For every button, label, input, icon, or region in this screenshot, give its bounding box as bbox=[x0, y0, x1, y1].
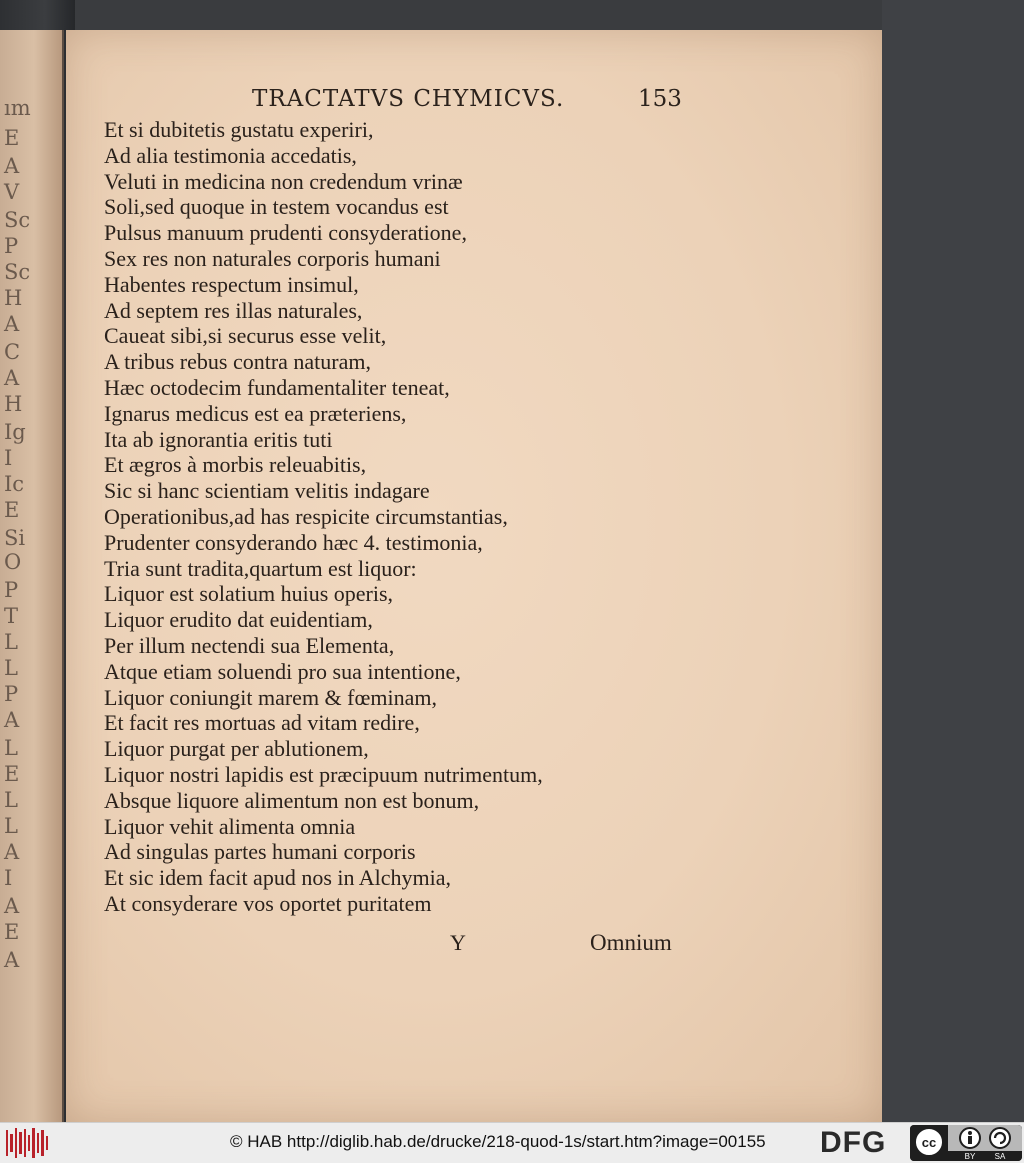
verse-line: Sic si hanc scientiam velitis indagare bbox=[104, 478, 430, 504]
page-number: 153 bbox=[638, 86, 682, 112]
book-page bbox=[66, 30, 882, 1122]
previous-page-fragment: E bbox=[4, 920, 20, 944]
barcode-logo bbox=[6, 1127, 48, 1159]
verse-line: Hæc octodecim fundamentaliter teneat, bbox=[104, 374, 450, 400]
previous-page-fragment: A bbox=[4, 366, 20, 390]
verse-line: Operationibus,ad has respicite circumstantias, bbox=[104, 503, 508, 529]
verse-line: Liquor purgat per ablutionem, bbox=[104, 736, 369, 762]
verse-line: Et sic idem facit apud nos in Alchymia, bbox=[104, 865, 452, 891]
verse-line: Pulsus manuum prudenti consyderatione, bbox=[104, 220, 467, 246]
verse-line: Per illum nectendi sua Elementa, bbox=[104, 632, 395, 658]
verse-line: Ad septem res illas naturales, bbox=[104, 297, 363, 323]
verse-line: Prudenter consyderando hæc 4. testimonia, bbox=[104, 529, 483, 555]
verse-line: Soli,sed quoque in testem vocandus est bbox=[104, 194, 449, 220]
previous-page-edge bbox=[0, 30, 64, 1122]
license-label-sa: SA bbox=[994, 1152, 1006, 1161]
previous-page-fragment: Sc bbox=[4, 260, 31, 284]
previous-page-fragment: Ig bbox=[4, 420, 26, 444]
verse-line: Liquor est solatium huius operis, bbox=[104, 581, 394, 607]
previous-page-fragment: L bbox=[4, 656, 18, 680]
verse-line: Ad singulas partes humani corporis bbox=[104, 839, 416, 865]
copyright-link[interactable]: © HAB http://diglib.hab.de/drucke/218-quod-1s/start.htm?image=00155 bbox=[230, 1132, 766, 1151]
catchword: Omnium bbox=[590, 930, 672, 955]
previous-page-fragment: L bbox=[4, 630, 18, 654]
verse-line: Ita ab ignorantia eritis tuti bbox=[104, 426, 333, 452]
verse-line: Veluti in medicina non credendum vrinæ bbox=[104, 168, 463, 194]
previous-page-fragment: H bbox=[4, 286, 23, 310]
signature-mark: Y bbox=[450, 930, 466, 955]
previous-page-fragment: P bbox=[4, 234, 19, 258]
scan-background-right bbox=[882, 0, 1024, 1122]
verse-line: Ad alia testimonia accedatis, bbox=[104, 142, 357, 168]
previous-page-fragment: C bbox=[4, 340, 21, 364]
verse-line: Atque etiam soluendi pro sua intentione, bbox=[104, 658, 461, 684]
previous-page-fragment: A bbox=[4, 948, 20, 972]
previous-page-fragment: A bbox=[4, 840, 20, 864]
previous-page-fragment: E bbox=[4, 126, 20, 150]
previous-page-fragment: T bbox=[4, 604, 19, 628]
previous-page-fragment: E bbox=[4, 498, 20, 522]
verse-line: Et facit res mortuas ad vitam redire, bbox=[104, 710, 420, 736]
verse-line: A tribus rebus contra naturam, bbox=[104, 349, 371, 375]
verse-line: Habentes respectum insimul, bbox=[104, 271, 359, 297]
verse-text bbox=[104, 117, 543, 917]
previous-page-fragment: P bbox=[4, 578, 19, 602]
previous-page-fragment: ım bbox=[4, 96, 31, 120]
previous-page-fragment: I bbox=[4, 866, 13, 890]
previous-page-fragment: V bbox=[4, 180, 20, 204]
svg-text:cc: cc bbox=[921, 1135, 937, 1150]
previous-page-fragment: A bbox=[4, 154, 20, 178]
verse-line: Caueat sibi,si securus esse velit, bbox=[104, 323, 387, 349]
verse-line: Tria sunt tradita,quartum est liquor: bbox=[104, 555, 417, 581]
previous-page-fragment: A bbox=[4, 312, 20, 336]
verse-line: Et si dubitetis gustatu experiri, bbox=[104, 117, 374, 142]
dfg-logo: DFG bbox=[820, 1126, 887, 1159]
verse-line: At consyderare vos oportet puritatem bbox=[104, 890, 432, 916]
verse-line: Et ægros à morbis releuabitis, bbox=[104, 452, 367, 478]
previous-page-fragment: Ic bbox=[4, 472, 25, 496]
previous-page-fragment: L bbox=[4, 814, 18, 838]
running-head: TRACTATVS CHYMICVS. bbox=[252, 86, 565, 112]
verse-line: Liquor vehit alimenta omnia bbox=[104, 813, 356, 839]
license-label-by: BY bbox=[964, 1152, 976, 1161]
previous-page-fragment: H bbox=[4, 392, 23, 416]
verse-line: Liquor nostri lapidis est præcipuum nutrimentum, bbox=[104, 761, 543, 787]
verse-line: Absque liquore alimentum non est bonum, bbox=[104, 787, 480, 813]
viewer-footer bbox=[0, 1122, 1024, 1163]
previous-page-fragment: O bbox=[4, 550, 22, 574]
previous-page-fragment: Sc bbox=[4, 208, 31, 232]
previous-page-fragment: L bbox=[4, 736, 18, 760]
verse-line: Ignarus medicus est ea præteriens, bbox=[104, 400, 407, 426]
verse-line: Liquor erudito dat euidentiam, bbox=[104, 607, 373, 633]
previous-page-fragment: I bbox=[4, 446, 13, 470]
verse-line: Liquor coniungit marem & fœminam, bbox=[104, 684, 437, 710]
previous-page-fragment: Si bbox=[4, 526, 26, 550]
previous-page-fragment: A bbox=[4, 894, 20, 918]
verse-line: Sex res non naturales corporis humani bbox=[104, 245, 441, 271]
share-alike-icon bbox=[990, 1128, 1010, 1148]
previous-page-fragment: E bbox=[4, 762, 20, 786]
previous-page-fragment: P bbox=[4, 682, 19, 706]
cc-license-badge[interactable] bbox=[910, 1125, 1022, 1161]
previous-page-fragment: A bbox=[4, 708, 20, 732]
previous-page-fragment: L bbox=[4, 788, 18, 812]
